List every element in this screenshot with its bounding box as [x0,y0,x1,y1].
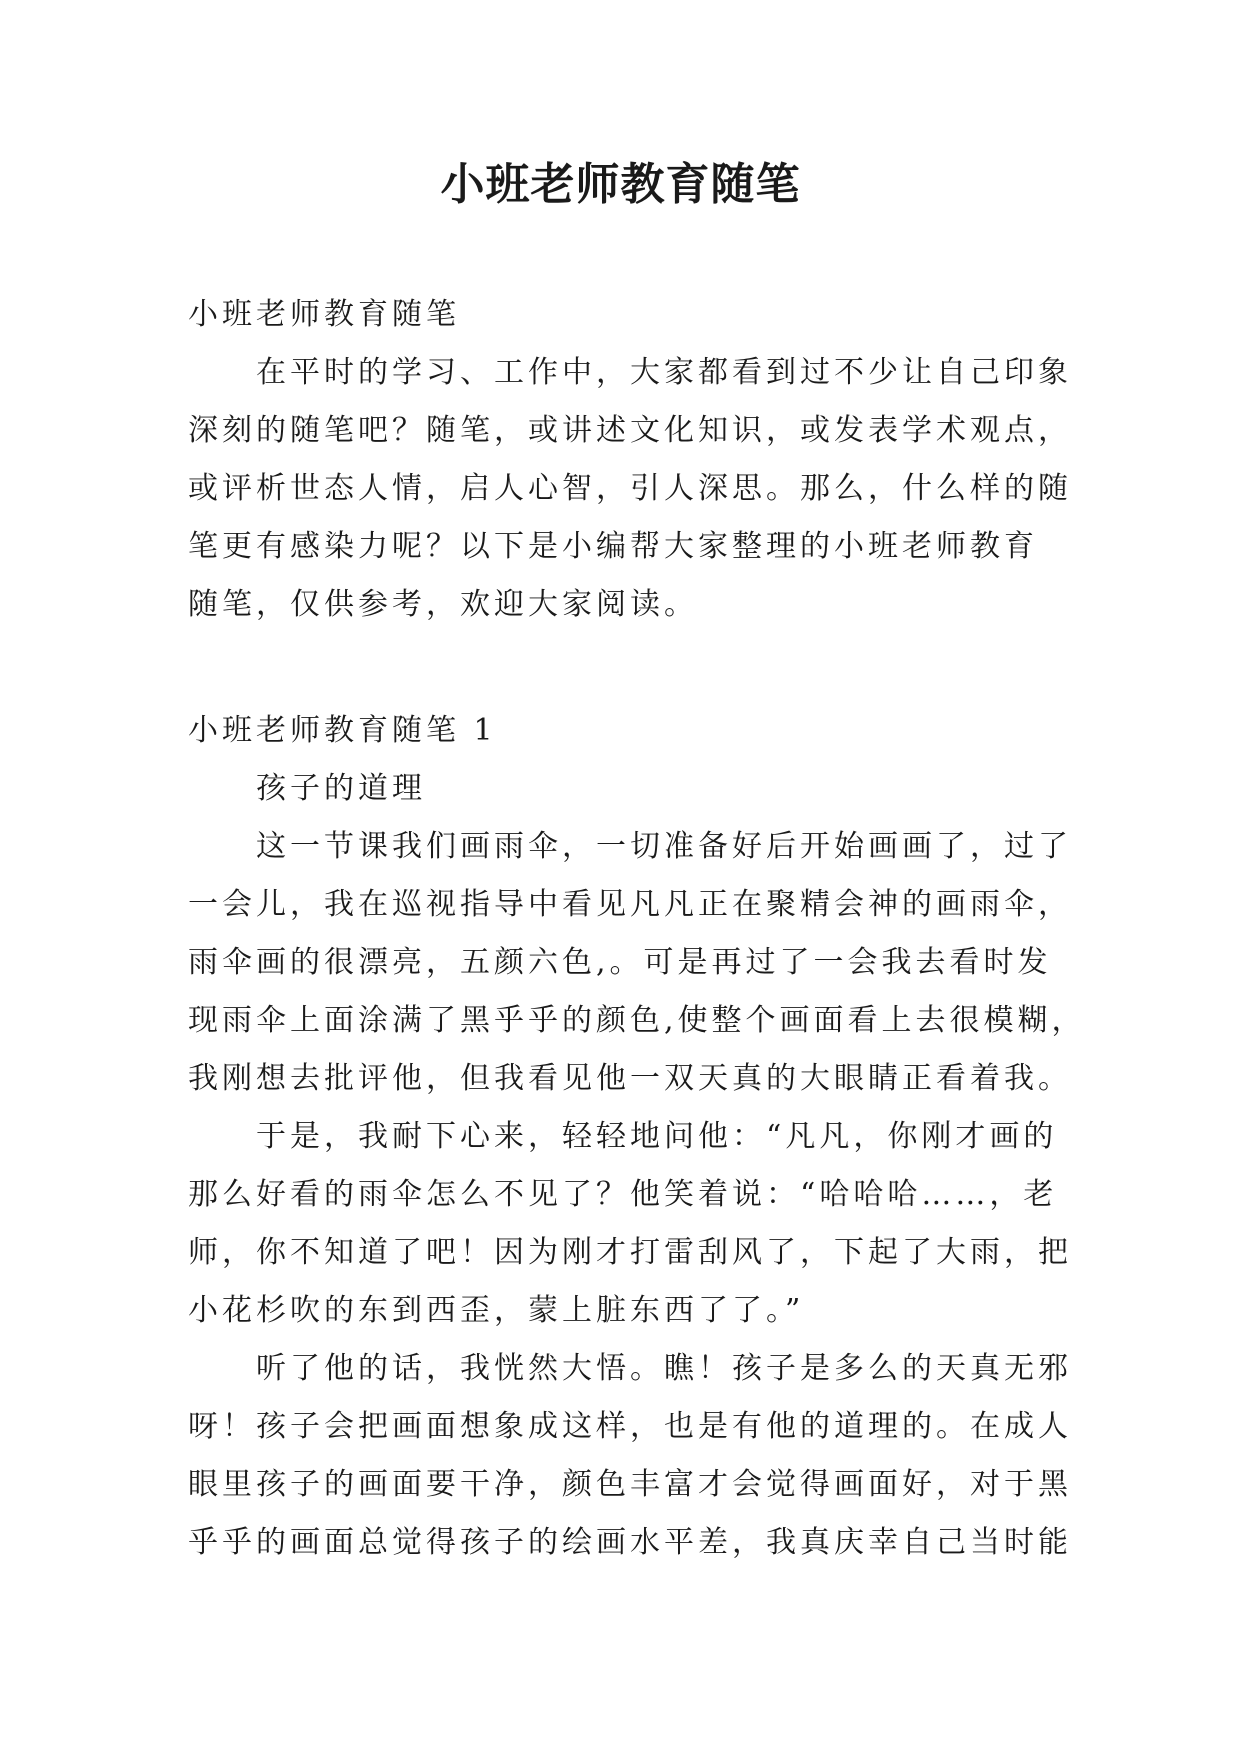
intro-line: 深刻的随笔吧？随笔，或讲述文化知识，或发表学术观点， [188,413,1072,448]
paragraph-line: 于是，我耐下心来，轻轻地问他：“凡凡，你刚才画的 [256,1119,1058,1154]
paragraph-line: 我刚想去批评他，但我看见他一双天真的大眼睛正看着我。 [188,1061,1072,1096]
paragraph-line: 乎乎的画面总觉得孩子的绘画水平差，我真庆幸自己当时能 [188,1525,1072,1560]
intro-line: 或评析世态人情，启人心智，引人深思。那么，什么样的随 [188,471,1072,506]
story-paragraph-2 [188,1108,1072,1340]
paragraph-line: 听了他的话，我恍然大悟。瞧！孩子是多么的天真无邪 [256,1351,1072,1386]
document-body [188,286,1086,1572]
paragraph-line: 雨伞画的很漂亮，五颜六色,。可是再过了一会我去看时发 [188,945,1052,980]
paragraph-line: 现雨伞上面涂满了黑乎乎的颜色,使整个画面看上去很模糊， [188,1003,1086,1038]
paragraph-line: 师，你不知道了吧！因为刚才打雷刮风了，下起了大雨，把 [188,1235,1072,1270]
story-title: 孩子的道理 [256,771,426,806]
story-paragraph-3 [188,1340,1072,1572]
section-heading: 小班老师教育随笔 1 [188,713,497,748]
paragraph-line: 这一节课我们画雨伞，一切准备好后开始画画了，过了 [256,829,1072,864]
intro-paragraph [188,344,1072,634]
paragraph-line: 呀！孩子会把画面想象成这样，也是有他的道理的。在成人 [188,1409,1072,1444]
intro-line: 随笔，仅供参考，欢迎大家阅读。 [188,587,698,622]
subtitle: 小班老师教育随笔 [188,297,460,332]
paragraph-line: 一会儿，我在巡视指导中看见凡凡正在聚精会神的画雨伞， [188,887,1072,922]
document-title: 小班老师教育随笔 [440,159,801,210]
paragraph-line: 眼里孩子的画面要干净，颜色丰富才会觉得画面好，对于黑 [188,1467,1072,1502]
intro-line: 笔更有感染力呢？以下是小编帮大家整理的小班老师教育 [188,529,1038,564]
paragraph-line: 小花杉吹的东到西歪，蒙上脏东西了了。” [188,1293,805,1328]
section-spacer [188,634,1068,702]
intro-line: 在平时的学习、工作中，大家都看到过不少让自己印象 [256,355,1072,390]
story-paragraph-1 [188,818,1086,1108]
paragraph-line: 那么好看的雨伞怎么不见了？他笑着说：“哈哈哈……，老 [188,1177,1058,1212]
